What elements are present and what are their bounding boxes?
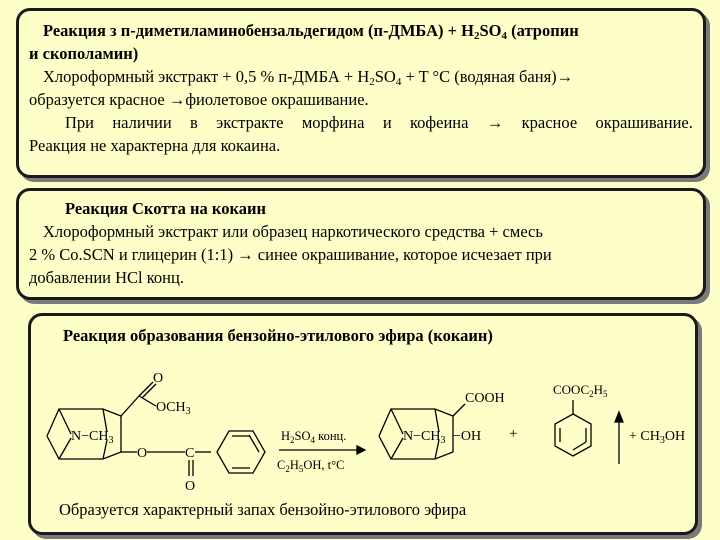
atropine-reaction-panel — [16, 8, 706, 178]
panel2-title: Реакция Скотта на кокаин — [65, 199, 266, 218]
methanol-label: + $CH_3OH$ — [629, 429, 686, 446]
product-n-methyl-label: $N-CH_3$ — [403, 429, 446, 446]
reaction-scheme — [41, 354, 691, 504]
reaction-arrow — [279, 446, 365, 454]
carbonyl-o-label: O — [153, 371, 164, 386]
plus-sign-1: + — [509, 426, 518, 442]
panel2-line4: добавлении HCl конц. — [29, 268, 184, 287]
panel2-line2: Хлороформный экстракт или образец наркотического средства + смесь — [43, 222, 543, 241]
benzene-ring — [217, 431, 265, 473]
c-atom-label: C — [185, 446, 195, 461]
n-methyl-label: $N-CH_3$ — [71, 429, 114, 446]
benzoyl-ester-panel — [28, 313, 698, 535]
reagent-top-label: $H_2SO_4$ конц. — [281, 429, 347, 445]
panel1-line3: Хлороформный экстракт + 0,5 % п-ДМБА + $H_2SO_4 + T$ °C (водяная баня)→ — [43, 67, 574, 88]
panel1-title-line1: Реакция з п-диметиламинобензальдегидом (п-ДМБА) + $H_2SO_4$ (атропин — [43, 21, 579, 42]
panel3-footer: Образуется характерный запах бензойно-этилового эфира — [59, 500, 467, 519]
bottom-o-label: O — [185, 479, 196, 494]
panel3-title: Реакция образования бензойно-этилового эфира (кокаин) — [63, 326, 493, 345]
scott-reaction-panel — [16, 188, 706, 300]
link-o-label: O — [137, 446, 148, 461]
cooh-label: COOH — [465, 391, 505, 406]
up-arrow — [615, 412, 623, 464]
reagent-bottom-label: $C_2H_5OH$, t°C — [277, 458, 345, 474]
panel1-line6: Реакция не характерна для кокаина. — [29, 136, 281, 155]
cooc2h5-label: $COOC_2H_5$ — [553, 382, 608, 399]
oh-label: −OH — [453, 429, 482, 444]
panel1-line5: При наличии в экстракте морфина и кофеина → красное окрашивание. — [65, 113, 693, 132]
ethyl-benzoate-ring — [555, 400, 591, 456]
ester-label: $OCH_3$ — [156, 400, 191, 417]
panel1-line4: образуется красное →фиолетовое окрашивание. — [29, 90, 369, 109]
panel1-title-line2: и скополамин) — [29, 44, 139, 63]
panel2-line3: 2 % Co.SCN и глицерин (1:1) → синее окрашивание, которое исчезает при — [29, 245, 552, 264]
